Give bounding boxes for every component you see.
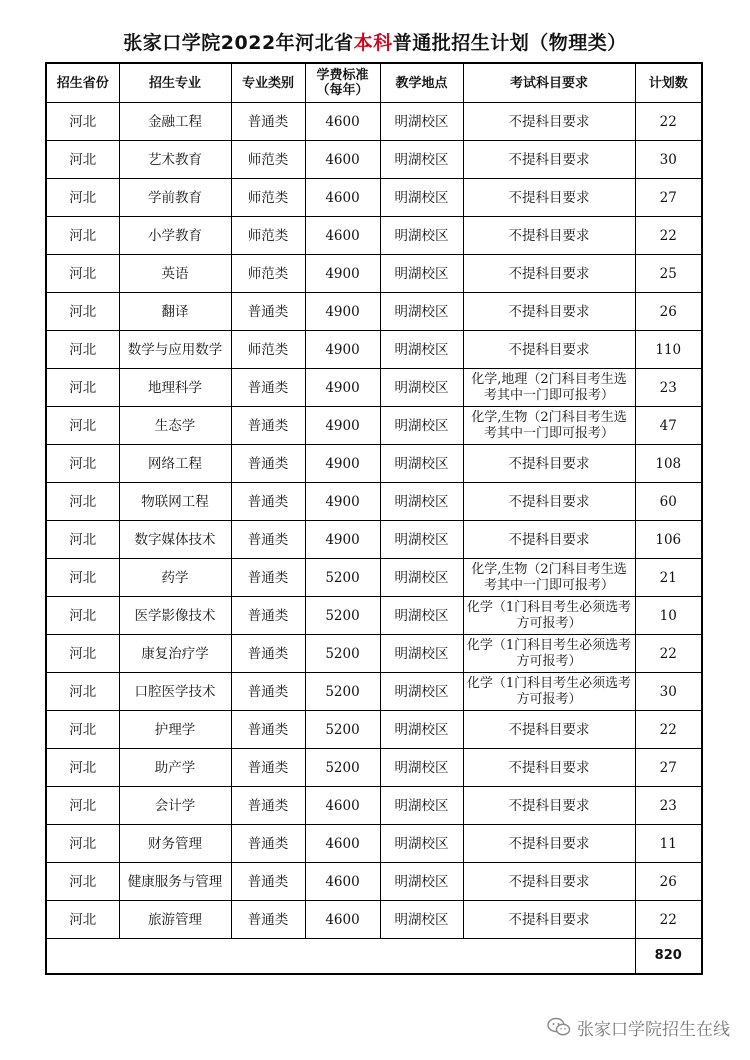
cell-major: 生态学	[119, 407, 231, 445]
cell-tuition: 4600	[305, 179, 380, 217]
total-label-cell	[46, 939, 635, 975]
cell-location: 明湖校区	[380, 521, 463, 559]
cell-subject-req: 不提科目要求	[463, 331, 635, 369]
cell-location: 明湖校区	[380, 559, 463, 597]
cell-quota: 22	[635, 103, 702, 141]
cell-location: 明湖校区	[380, 179, 463, 217]
table-row	[46, 293, 702, 331]
table-row	[46, 711, 702, 749]
table-row	[46, 445, 702, 483]
cell-subject-req: 化学（1门科目考生必须选考方可报考）	[463, 673, 635, 711]
cell-quota: 110	[635, 331, 702, 369]
cell-major: 地理科学	[119, 369, 231, 407]
cell-quota: 23	[635, 787, 702, 825]
header-tuition: 学费标准 （每年）	[305, 63, 380, 103]
cell-category: 普通类	[231, 901, 305, 939]
cell-quota: 47	[635, 407, 702, 445]
source-watermark	[547, 1015, 730, 1039]
table-row	[46, 673, 702, 711]
cell-location: 明湖校区	[380, 103, 463, 141]
cell-major: 健康服务与管理	[119, 863, 231, 901]
cell-province: 河北	[46, 293, 119, 331]
cell-subject-req: 不提科目要求	[463, 521, 635, 559]
cell-tuition: 4900	[305, 483, 380, 521]
cell-location: 明湖校区	[380, 445, 463, 483]
cell-subject-req: 不提科目要求	[463, 445, 635, 483]
cell-quota: 25	[635, 255, 702, 293]
cell-province: 河北	[46, 825, 119, 863]
cell-major: 旅游管理	[119, 901, 231, 939]
cell-major: 药学	[119, 559, 231, 597]
cell-major: 艺术教育	[119, 141, 231, 179]
cell-major: 医学影像技术	[119, 597, 231, 635]
cell-major: 数字媒体技术	[119, 521, 231, 559]
table-row	[46, 483, 702, 521]
cell-category: 师范类	[231, 179, 305, 217]
cell-subject-req: 不提科目要求	[463, 901, 635, 939]
cell-province: 河北	[46, 901, 119, 939]
cell-location: 明湖校区	[380, 635, 463, 673]
cell-tuition: 5200	[305, 673, 380, 711]
cell-location: 明湖校区	[380, 407, 463, 445]
header-subject-req: 考试科目要求	[463, 63, 635, 103]
cell-quota: 27	[635, 179, 702, 217]
cell-province: 河北	[46, 787, 119, 825]
cell-category: 师范类	[231, 141, 305, 179]
cell-province: 河北	[46, 673, 119, 711]
cell-tuition: 4900	[305, 293, 380, 331]
cell-major: 护理学	[119, 711, 231, 749]
cell-major: 会计学	[119, 787, 231, 825]
cell-tuition: 4600	[305, 787, 380, 825]
table-row	[46, 749, 702, 787]
table-row	[46, 597, 702, 635]
cell-category: 普通类	[231, 293, 305, 331]
cell-tuition: 5200	[305, 559, 380, 597]
cell-quota: 23	[635, 369, 702, 407]
cell-subject-req: 不提科目要求	[463, 103, 635, 141]
cell-category: 师范类	[231, 255, 305, 293]
cell-category: 普通类	[231, 559, 305, 597]
cell-tuition: 4900	[305, 445, 380, 483]
table-row	[46, 407, 702, 445]
cell-major: 助产学	[119, 749, 231, 787]
cell-province: 河北	[46, 483, 119, 521]
cell-category: 普通类	[231, 863, 305, 901]
table-row	[46, 559, 702, 597]
cell-location: 明湖校区	[380, 331, 463, 369]
cell-quota: 30	[635, 141, 702, 179]
total-value: 820	[635, 939, 702, 975]
cell-province: 河北	[46, 445, 119, 483]
cell-location: 明湖校区	[380, 217, 463, 255]
cell-location: 明湖校区	[380, 483, 463, 521]
table-row	[46, 255, 702, 293]
cell-location: 明湖校区	[380, 673, 463, 711]
cell-quota: 22	[635, 901, 702, 939]
cell-province: 河北	[46, 103, 119, 141]
cell-category: 普通类	[231, 597, 305, 635]
cell-quota: 27	[635, 749, 702, 787]
cell-subject-req: 不提科目要求	[463, 179, 635, 217]
cell-subject-req: 不提科目要求	[463, 141, 635, 179]
header-major: 招生专业	[119, 63, 231, 103]
cell-major: 翻译	[119, 293, 231, 331]
cell-province: 河北	[46, 217, 119, 255]
table-row	[46, 179, 702, 217]
cell-quota: 11	[635, 825, 702, 863]
cell-category: 师范类	[231, 217, 305, 255]
cell-category: 师范类	[231, 331, 305, 369]
cell-subject-req: 化学（1门科目考生必须选考方可报考）	[463, 597, 635, 635]
cell-major: 学前教育	[119, 179, 231, 217]
cell-tuition: 4900	[305, 255, 380, 293]
cell-location: 明湖校区	[380, 749, 463, 787]
cell-category: 普通类	[231, 521, 305, 559]
cell-subject-req: 不提科目要求	[463, 217, 635, 255]
title-prefix: 张家口学院2022年河北省	[123, 32, 354, 54]
cell-category: 普通类	[231, 407, 305, 445]
cell-major: 康复治疗学	[119, 635, 231, 673]
cell-quota: 10	[635, 597, 702, 635]
cell-major: 小学教育	[119, 217, 231, 255]
cell-category: 普通类	[231, 103, 305, 141]
cell-major: 金融工程	[119, 103, 231, 141]
cell-province: 河北	[46, 369, 119, 407]
cell-quota: 21	[635, 559, 702, 597]
cell-location: 明湖校区	[380, 825, 463, 863]
cell-location: 明湖校区	[380, 369, 463, 407]
header-quota: 计划数	[635, 63, 702, 103]
cell-subject-req: 不提科目要求	[463, 787, 635, 825]
cell-major: 数学与应用数学	[119, 331, 231, 369]
cell-location: 明湖校区	[380, 901, 463, 939]
cell-province: 河北	[46, 711, 119, 749]
cell-subject-req: 不提科目要求	[463, 483, 635, 521]
cell-province: 河北	[46, 141, 119, 179]
wechat-icon	[547, 1017, 571, 1037]
cell-major: 口腔医学技术	[119, 673, 231, 711]
header-location: 教学地点	[380, 63, 463, 103]
table-body	[46, 103, 702, 939]
header-category: 专业类别	[231, 63, 305, 103]
cell-subject-req: 不提科目要求	[463, 863, 635, 901]
cell-category: 普通类	[231, 749, 305, 787]
cell-subject-req: 不提科目要求	[463, 825, 635, 863]
cell-subject-req: 化学,生物（2门科目考生选考其中一门即可报考）	[463, 559, 635, 597]
cell-location: 明湖校区	[380, 255, 463, 293]
cell-category: 普通类	[231, 635, 305, 673]
cell-tuition: 4600	[305, 825, 380, 863]
cell-province: 河北	[46, 407, 119, 445]
cell-subject-req: 不提科目要求	[463, 711, 635, 749]
cell-quota: 22	[635, 711, 702, 749]
cell-province: 河北	[46, 597, 119, 635]
cell-province: 河北	[46, 255, 119, 293]
cell-tuition: 4600	[305, 901, 380, 939]
cell-major: 英语	[119, 255, 231, 293]
cell-tuition: 4900	[305, 407, 380, 445]
cell-quota: 22	[635, 635, 702, 673]
cell-category: 普通类	[231, 825, 305, 863]
cell-tuition: 4600	[305, 217, 380, 255]
cell-tuition: 5200	[305, 749, 380, 787]
cell-quota: 26	[635, 863, 702, 901]
enrollment-plan-table	[45, 62, 703, 975]
table-row	[46, 217, 702, 255]
cell-tuition: 4600	[305, 141, 380, 179]
cell-major: 网络工程	[119, 445, 231, 483]
cell-tuition: 4900	[305, 369, 380, 407]
cell-category: 普通类	[231, 483, 305, 521]
total-row	[46, 939, 702, 975]
table-row	[46, 901, 702, 939]
cell-category: 普通类	[231, 787, 305, 825]
cell-tuition: 5200	[305, 711, 380, 749]
cell-tuition: 4900	[305, 331, 380, 369]
cell-location: 明湖校区	[380, 141, 463, 179]
page-title	[0, 28, 750, 55]
cell-tuition: 5200	[305, 635, 380, 673]
cell-province: 河北	[46, 863, 119, 901]
cell-quota: 108	[635, 445, 702, 483]
cell-tuition: 4600	[305, 103, 380, 141]
table-header-row	[46, 63, 702, 103]
table-row	[46, 635, 702, 673]
cell-tuition: 4900	[305, 521, 380, 559]
cell-province: 河北	[46, 179, 119, 217]
cell-province: 河北	[46, 749, 119, 787]
title-suffix: 普通批招生计划（物理类）	[392, 32, 627, 54]
cell-category: 普通类	[231, 711, 305, 749]
cell-location: 明湖校区	[380, 787, 463, 825]
cell-location: 明湖校区	[380, 863, 463, 901]
source-name: 张家口学院招生在线	[577, 1019, 730, 1040]
header-province: 招生省份	[46, 63, 119, 103]
cell-major: 物联网工程	[119, 483, 231, 521]
cell-location: 明湖校区	[380, 597, 463, 635]
table-row	[46, 141, 702, 179]
table-row	[46, 103, 702, 141]
cell-tuition: 5200	[305, 597, 380, 635]
table-row	[46, 863, 702, 901]
cell-province: 河北	[46, 331, 119, 369]
cell-quota: 30	[635, 673, 702, 711]
table-row	[46, 369, 702, 407]
cell-province: 河北	[46, 635, 119, 673]
cell-location: 明湖校区	[380, 711, 463, 749]
table-row	[46, 787, 702, 825]
cell-subject-req: 不提科目要求	[463, 293, 635, 331]
cell-location: 明湖校区	[380, 293, 463, 331]
cell-major: 财务管理	[119, 825, 231, 863]
cell-subject-req: 化学,地理（2门科目考生选考其中一门即可报考）	[463, 369, 635, 407]
cell-subject-req: 不提科目要求	[463, 255, 635, 293]
cell-category: 普通类	[231, 673, 305, 711]
cell-subject-req: 不提科目要求	[463, 749, 635, 787]
cell-province: 河北	[46, 559, 119, 597]
cell-quota: 106	[635, 521, 702, 559]
cell-subject-req: 化学（1门科目考生必须选考方可报考）	[463, 635, 635, 673]
cell-subject-req: 化学,生物（2门科目考生选考其中一门即可报考）	[463, 407, 635, 445]
cell-quota: 60	[635, 483, 702, 521]
table-row	[46, 521, 702, 559]
title-highlight: 本科	[353, 32, 393, 54]
table-row	[46, 825, 702, 863]
cell-province: 河北	[46, 521, 119, 559]
cell-category: 普通类	[231, 369, 305, 407]
cell-quota: 26	[635, 293, 702, 331]
cell-quota: 22	[635, 217, 702, 255]
cell-tuition: 4600	[305, 863, 380, 901]
table-row	[46, 331, 702, 369]
cell-category: 普通类	[231, 445, 305, 483]
